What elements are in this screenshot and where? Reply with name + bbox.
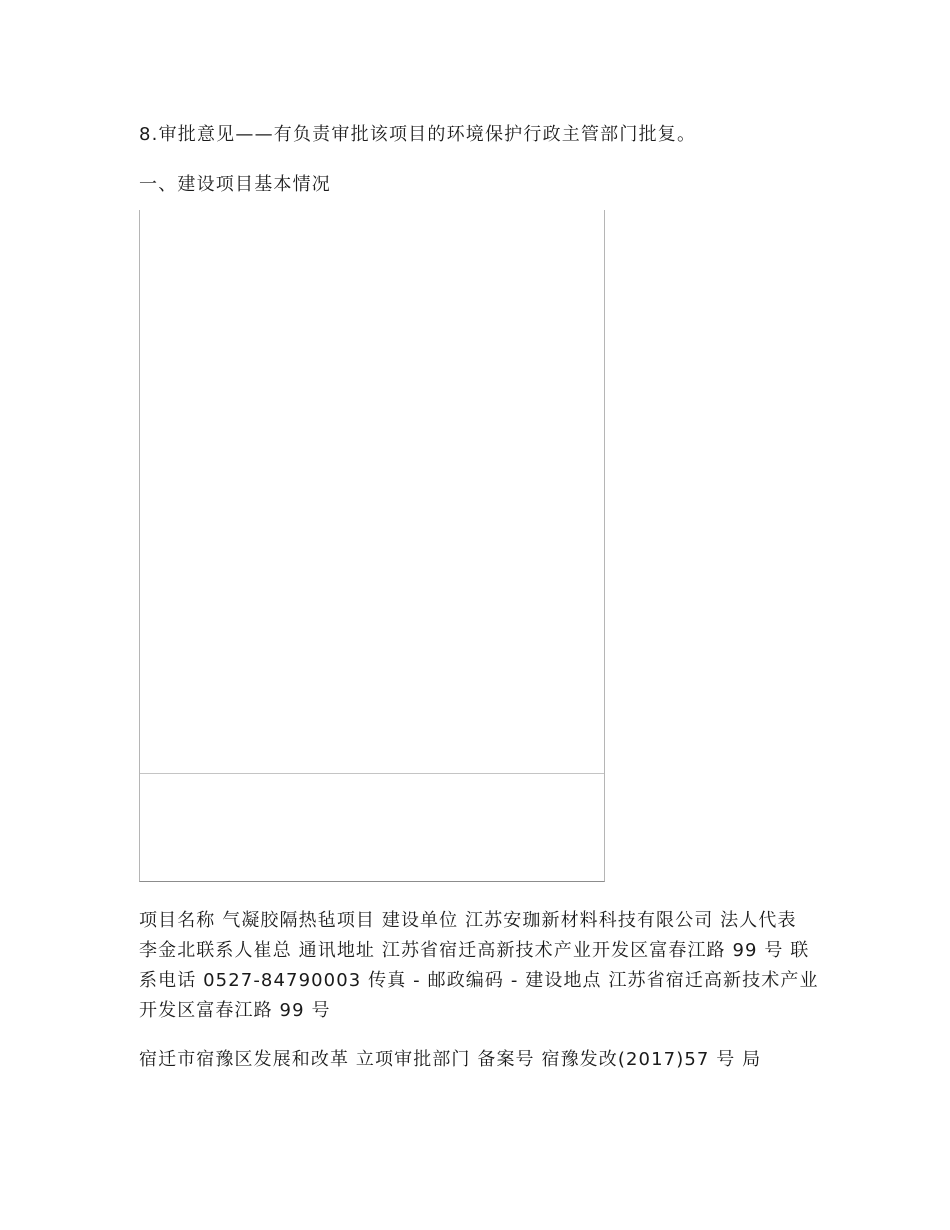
table-divider: [140, 773, 604, 774]
section-title: 一、建设项目基本情况: [139, 174, 331, 195]
approval-department-line: 宿迁市宿豫区发展和改革 立项审批部门 备案号 宿豫发改(2017)57 号 局: [139, 1049, 762, 1070]
table-frame: [139, 210, 605, 882]
project-info-paragraph: 项目名称 气凝胶隔热毡项目 建设单位 江苏安珈新材料科技有限公司 法人代表 李金北联系人崔总 通讯地址 江苏省宿迁高新技术产业开发区富春江路 99 号 联系电话 0527-84790003 传真 - 邮政编码 - 建设地点 江苏省宿迁高新技术产业开发区富春江路 99 号: [139, 910, 819, 1021]
approval-opinion-heading: 8.审批意见——有负责审批该项目的环境保护行政主管部门批复。: [139, 124, 697, 145]
